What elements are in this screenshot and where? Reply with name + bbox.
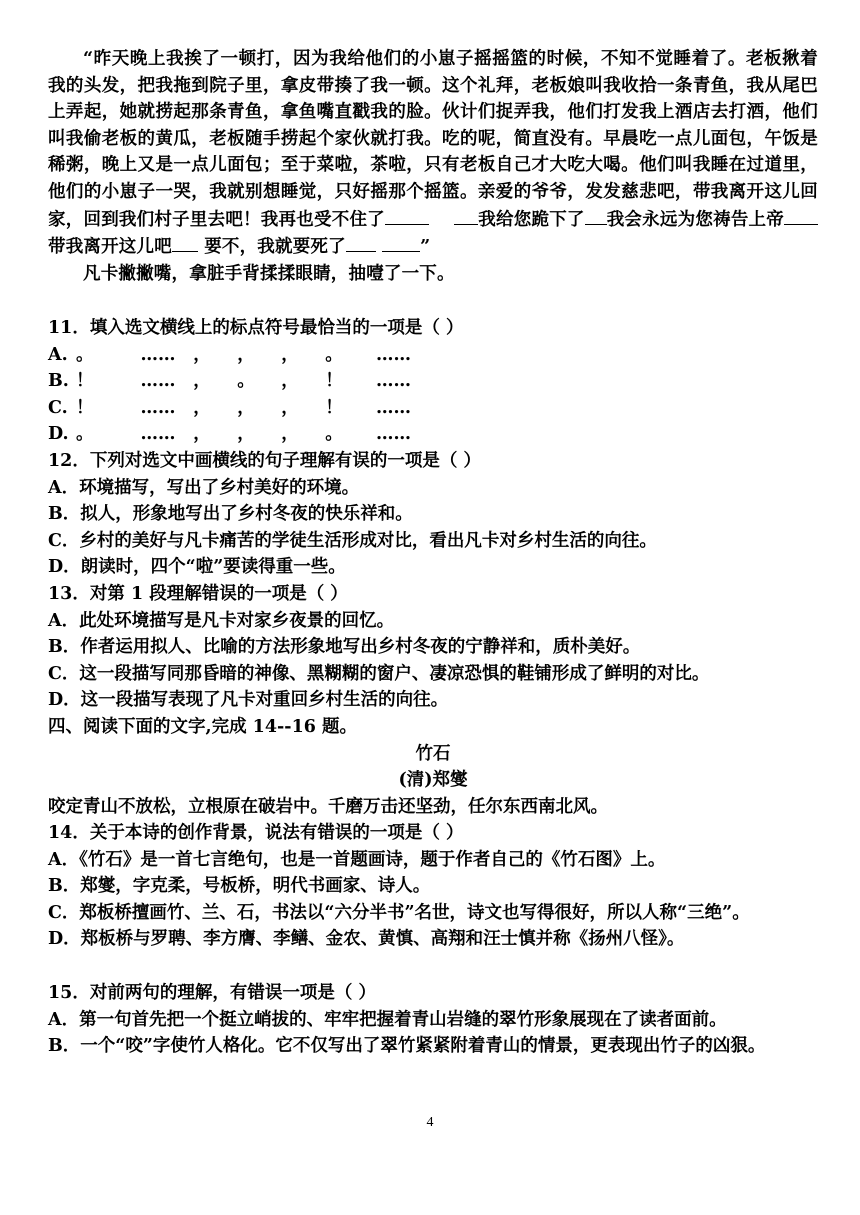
- mark: ，: [281, 424, 299, 445]
- passage-segment-2: 我给您跪下了: [478, 209, 585, 230]
- option-label: A.: [48, 344, 68, 365]
- blank-5[interactable]: [172, 233, 198, 252]
- mark: ……: [140, 371, 176, 392]
- mark: ……: [140, 424, 176, 445]
- option-14-c[interactable]: C．郑板桥擅画竹、兰、石，书法以“六分半书”名世，诗文也写得很好，所以人称“三绝”。: [48, 902, 750, 923]
- option-14-b[interactable]: B．郑燮，字克柔，号板桥，明代书画家、诗人。: [48, 876, 431, 897]
- option-label: B.: [48, 371, 69, 392]
- question-13-stem: 13．对第 1 段理解错误的一项是（ ）: [48, 584, 348, 604]
- question-15: [48, 980, 838, 1060]
- question-14-stem: 14．关于本诗的创作背景，说法有错误的一项是（ ）: [48, 823, 464, 843]
- poem-text: 咬定青山不放松，立根原在破岩中。千磨万击还坚劲，任尔东西南北风。: [48, 796, 608, 817]
- option-label: C.: [48, 397, 68, 418]
- question-12: [48, 448, 838, 581]
- mark: ！: [325, 397, 343, 418]
- mark: ，: [281, 397, 299, 418]
- section-four: [48, 714, 838, 820]
- mark: ……: [376, 344, 411, 365]
- passage-closing-quote: ”: [420, 237, 431, 258]
- mark: ……: [376, 397, 411, 418]
- blank-7[interactable]: [382, 233, 420, 252]
- reading-passage: [48, 46, 818, 287]
- mark: 。: [76, 424, 94, 445]
- option-13-b[interactable]: B．作者运用拟人、比喻的方法形象地写出乡村冬夜的宁静祥和，质朴美好。: [48, 637, 641, 658]
- mark: ，: [237, 424, 255, 445]
- option-11-b[interactable]: [48, 368, 838, 395]
- option-13-d[interactable]: D．这一段描写表现了凡卡对重回乡村生活的向往。: [48, 690, 449, 711]
- mark: 。: [237, 371, 255, 392]
- question-11-stem: 11．填入选文横线上的标点符号最恰当的一项是（ ）: [48, 318, 464, 338]
- passage-segment-5: 要不，我就要死了: [204, 237, 346, 258]
- option-15-a[interactable]: A．第一句首先把一个挺立峭拔的、牢牢把握着青山岩缝的翠竹形象展现在了读者面前。: [48, 1009, 727, 1030]
- passage-paragraph-2: 凡卡撇撇嘴，拿脏手背揉揉眼睛，抽噎了一下。: [83, 263, 455, 284]
- option-12-c[interactable]: C．乡村的美好与凡卡痛苦的学徒生活形成对比，看出凡卡对乡村生活的向往。: [48, 530, 657, 551]
- poem-title: 竹石: [415, 743, 451, 764]
- mark: ，: [193, 397, 211, 418]
- section-heading: 四、阅读下面的文字,完成 14--16 题。: [48, 717, 358, 737]
- passage-paragraph-1-text: “昨天晚上我挨了一顿打，因为我给他们的小崽子摇摇篮的时候，不知不觉睡着了。老板揪着我的头发，把我拖到院子里，拿皮带揍了我一顿。这个礼拜，老板娘叫我收拾一条青鱼，我从尾巴上弄起，她就捞起那条青鱼，拿鱼嘴直戳我的脸。伙计们捉弄我，他们打发我上酒店去打酒，他们叫我偷老板的黄瓜，老板随手捞起个家伙就打我。吃的呢，简直没有。早晨吃一点儿面包，午饭是稀粥，晚上又是一点儿面包；至于菜啦，茶啦，只有老板自己才大吃大喝。他们叫我睡在过道里，他们的小崽子一哭，我就别想睡觉，只好摇那个摇篮。亲爱的爷爷，发发慈悲吧，带我离开这儿回家，回到我们村子里去吧！我再也受不住了: [48, 49, 818, 230]
- option-12-b[interactable]: B．拟人，形象地写出了乡村冬夜的快乐祥和。: [48, 504, 413, 525]
- mark: ，: [237, 344, 255, 365]
- mark: ！: [76, 371, 94, 392]
- mark: ，: [193, 344, 211, 365]
- mark: 。: [76, 344, 94, 365]
- mark: ，: [193, 424, 211, 445]
- option-15-b[interactable]: B．一个“咬”字使竹人格化。它不仅写出了翠竹紧紧附着青山的情景，更表现出竹子的凶狠。: [48, 1036, 766, 1057]
- passage-segment-3: 我会永远为您祷告上帝: [606, 209, 785, 230]
- question-14: [48, 820, 838, 953]
- mark: ，: [237, 397, 255, 418]
- poem-author: (清)郑燮: [398, 770, 468, 791]
- option-14-a[interactable]: A．《竹石》是一首七言绝句，也是一首题画诗，题于作者自己的《竹石图》上。: [48, 849, 666, 870]
- option-11-a[interactable]: [48, 342, 838, 369]
- mark: ，: [281, 344, 299, 365]
- mark: ……: [376, 371, 411, 392]
- passage-paragraph-1: [48, 46, 818, 261]
- question-12-stem: 12．下列对选文中画横线的句子理解有误的一项是（ ）: [48, 451, 481, 471]
- passage-segment-4: 带我离开这儿吧: [48, 237, 172, 258]
- blank-3[interactable]: [585, 206, 607, 225]
- option-12-a[interactable]: A．环境描写，写出了乡村美好的环境。: [48, 477, 360, 498]
- mark: ！: [76, 397, 94, 418]
- mark: 。: [325, 424, 343, 445]
- mark: ，: [193, 371, 211, 392]
- option-14-d[interactable]: D．郑板桥与罗聘、李方膺、李鳝、金农、黄慎、高翔和汪士慎并称《扬州八怪》。: [48, 929, 685, 950]
- blank-2[interactable]: [454, 206, 478, 225]
- option-11-c[interactable]: [48, 395, 838, 422]
- blank-4[interactable]: [784, 206, 818, 225]
- mark: ！: [325, 371, 343, 392]
- option-label: D.: [48, 424, 69, 445]
- mark: 。: [325, 344, 343, 365]
- option-11-d[interactable]: [48, 421, 838, 448]
- question-13: [48, 581, 838, 714]
- mark: ……: [376, 424, 411, 445]
- option-13-c[interactable]: C．这一段描写同那昏暗的神像、黑糊糊的窗户、凄凉恐惧的鞋铺形成了鲜明的对比。: [48, 663, 710, 684]
- question-15-stem: 15．对前两句的理解，有错误一项是（ ）: [48, 983, 376, 1003]
- option-12-d[interactable]: D．朗读时，四个“啦”要读得重一些。: [48, 557, 346, 578]
- mark: ，: [281, 371, 299, 392]
- option-13-a[interactable]: A．此处环境描写是凡卡对家乡夜景的回忆。: [48, 610, 395, 631]
- mark: ……: [140, 344, 176, 365]
- page-number: 4: [426, 1115, 434, 1130]
- blank-6[interactable]: [346, 233, 376, 252]
- mark: ……: [140, 397, 176, 418]
- blank-1[interactable]: [385, 206, 429, 225]
- question-11: [48, 315, 838, 448]
